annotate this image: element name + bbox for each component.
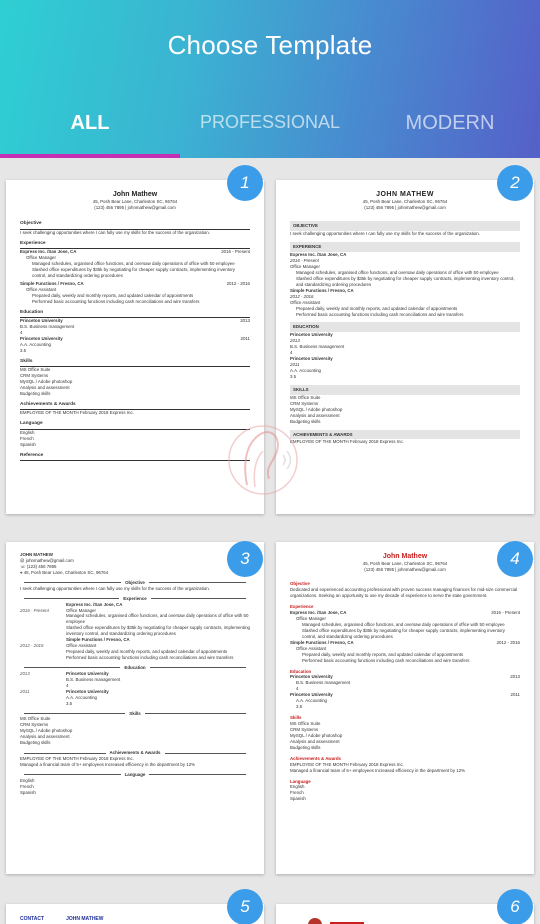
job-role: Office Assistant bbox=[290, 299, 321, 305]
section-heading: Objective bbox=[20, 580, 250, 586]
resume-email: @ johnmathew@gmail.com bbox=[20, 557, 74, 563]
job-dates: 2012 - 2016 bbox=[226, 280, 250, 286]
job-bullet: Slashed office expenditures by $35k by negotiating for cheaper supply contracts, implementing inventory control, and standardizing ordering procedures bbox=[66, 625, 250, 637]
job-bullet: Performed basic accounting functions including cash reconciliations and wire transfers bbox=[66, 655, 234, 660]
section-heading: Objective bbox=[290, 581, 310, 587]
edu-year: 2013 bbox=[510, 674, 520, 680]
job-dates: 2016 - Present bbox=[491, 610, 520, 616]
skill-item: CRM Systems bbox=[20, 722, 49, 728]
skill-item: CRM Systems bbox=[20, 373, 49, 379]
section-heading: Language bbox=[290, 778, 311, 784]
language-item: French bbox=[20, 435, 34, 441]
job-title: Simple Functions / Fresno, CA bbox=[290, 639, 354, 645]
template-card-3[interactable] bbox=[6, 542, 264, 874]
resume-name: John Mathew bbox=[382, 553, 428, 560]
skill-item: CRM Systems bbox=[290, 400, 319, 406]
template-number-badge: 5 bbox=[227, 889, 263, 924]
achievement-item: Managed a financial team of 5+ employees Increased efficiency in the department by 12% bbox=[20, 762, 196, 767]
edu-year: 2011 bbox=[510, 692, 520, 698]
job-role: Office Assistant bbox=[66, 643, 97, 649]
phone-text: (123) 456 7895 bbox=[26, 563, 57, 569]
job-bullet: Managed schedules, organised office functions, and oversaw daily operations of office with 50 employee bbox=[296, 269, 499, 275]
school: Princeton University bbox=[66, 670, 109, 676]
template-number-badge: 6 bbox=[497, 889, 533, 924]
resume-preview bbox=[6, 542, 264, 874]
resume-preview bbox=[276, 904, 534, 924]
school: Princeton University bbox=[20, 318, 63, 324]
school: Princeton University bbox=[290, 356, 333, 362]
gpa: 4 bbox=[290, 350, 293, 356]
section-heading: Reference bbox=[20, 453, 250, 461]
job-dates: 2016 - Present bbox=[221, 249, 250, 255]
skill-item: MS Office Suite bbox=[20, 367, 51, 373]
gpa: 3.5 bbox=[296, 704, 303, 710]
edu-year: 2013 bbox=[240, 318, 250, 324]
job-bullet: Prepared daily, weekly and monthly reports, and updated calendar of appointments bbox=[296, 305, 458, 311]
resume-name: JOHN MATHEW bbox=[20, 552, 53, 557]
skill-item: MS Office Suite bbox=[20, 716, 51, 722]
app-header bbox=[0, 0, 540, 158]
address-text: 45, Posh Bear Lane, Charleston SC, 96764 bbox=[23, 569, 109, 575]
achievement-item: Managed a financial team of 5+ employees Increased efficiency in the department by 12% bbox=[290, 767, 466, 773]
resume-contact: (123) 456 7895 | johnmathew@gmail.com bbox=[94, 205, 176, 211]
job-dates: 2012 - 2016 bbox=[290, 293, 314, 299]
job-bullet: Managed schedules, organised office functions, and oversaw daily operations of office with 50 employee bbox=[302, 621, 505, 627]
section-heading: Skills bbox=[20, 359, 250, 367]
school: Princeton University bbox=[66, 688, 109, 694]
job-dates: 2012 - 2016 bbox=[20, 643, 44, 649]
language-item: French bbox=[20, 783, 34, 789]
section-heading: Skills bbox=[290, 715, 302, 721]
job-bullet: Prepared daily, weekly and monthly reports, and updated calendar of appointments bbox=[66, 649, 228, 655]
template-number-badge: 2 bbox=[497, 165, 533, 201]
school: Princeton University bbox=[290, 332, 333, 338]
skill-item: CRM Systems bbox=[290, 726, 319, 732]
template-number-badge: 1 bbox=[227, 165, 263, 201]
skill-item: Analysis and assessment bbox=[20, 385, 70, 390]
achievement-item: EMPLOYEE OF THE MONTH February 2018 Express Inc. bbox=[290, 439, 404, 445]
email-text: johnmathew@gmail.com bbox=[25, 557, 74, 563]
language-item: English bbox=[20, 429, 35, 435]
language-item: Spanish bbox=[20, 441, 36, 447]
skill-item: MS Office Suite bbox=[290, 394, 321, 400]
tab-indicator bbox=[0, 154, 180, 158]
language-item: Spanish bbox=[20, 789, 36, 795]
language-item: English bbox=[20, 777, 35, 783]
skill-item: Budgeting skills bbox=[290, 418, 321, 424]
job-role: Office Manager bbox=[296, 616, 326, 621]
resume-address: 45, Posh Bear Lane, Charleston SC, 96764 bbox=[362, 561, 448, 567]
degree: A.A. Accounting bbox=[66, 694, 97, 700]
template-card-5[interactable] bbox=[6, 904, 264, 924]
section-heading: ACHIEVEMENTS & AWARDS bbox=[290, 430, 520, 440]
section-heading: SKILLS bbox=[290, 385, 520, 395]
degree: B.S. Business management bbox=[296, 680, 351, 686]
degree: B.S. Business management bbox=[66, 676, 121, 682]
template-number-badge: 3 bbox=[227, 541, 263, 577]
section-heading: Education bbox=[20, 665, 250, 671]
school: Princeton University bbox=[20, 335, 63, 341]
job-bullet: Performed basic accounting functions including cash reconciliations and wire transfers bbox=[296, 311, 464, 317]
job-dates: 2016 - Present bbox=[20, 607, 49, 613]
skill-item: MySQL / Adobe photoshop bbox=[20, 728, 73, 734]
section-heading: EXPERIENCE bbox=[290, 242, 520, 252]
template-number-badge: 4 bbox=[497, 541, 533, 577]
job-bullet: Performed basic accounting functions including cash reconciliations and wire transfers bbox=[32, 298, 200, 304]
resume-address: 45, Posh Bear Lane, Charleston SC, 96764 bbox=[362, 199, 448, 205]
job-title: Express Inc. /San Jose, CA bbox=[66, 601, 123, 607]
job-bullet: Slashed office expenditures by $35k by negotiating for cheaper supply contracts, implementing inventory control, and standardizing ordering procedures bbox=[302, 627, 505, 639]
template-card-4[interactable] bbox=[276, 542, 534, 874]
resume-address: 45, Posh Bear Lane, Charleston SC, 96764 bbox=[92, 199, 178, 205]
template-card-6[interactable] bbox=[276, 904, 534, 924]
achievement-item: EMPLOYEE OF THE MONTH February 2018 Express Inc. bbox=[290, 761, 404, 767]
gpa: 3.5 bbox=[20, 347, 27, 353]
job-role: Office Manager bbox=[66, 607, 96, 613]
tab-professional[interactable]: PROFESSIONAL bbox=[199, 112, 341, 132]
tab-modern[interactable]: MODERN bbox=[405, 112, 495, 134]
section-heading: Experience bbox=[20, 596, 250, 602]
degree: A.A. Accounting bbox=[20, 341, 51, 347]
resume-contact: (123) 456 7895 | johnmathew@gmail.com bbox=[364, 205, 446, 211]
job-title: Express Inc. /San Jose, CA bbox=[290, 610, 347, 616]
degree: B.S. Business management bbox=[290, 344, 345, 350]
section-heading: Achievements & Awards bbox=[290, 755, 341, 761]
skill-item: Analysis and assessment bbox=[290, 412, 340, 418]
tab-all[interactable]: ALL bbox=[70, 112, 110, 134]
section-heading: OBJECTIVE bbox=[290, 221, 520, 231]
section-heading: Experience bbox=[290, 604, 314, 610]
section-heading: Education bbox=[290, 668, 312, 674]
profile-photo bbox=[308, 918, 322, 924]
job-role: Office Assistant bbox=[296, 645, 327, 651]
gpa: 4 bbox=[66, 682, 69, 688]
objective-text: Dedicated and experienced accounting professional with proven success managing finances for mid-size commercial organizations. Seeking an opportunity to use my decade of experience to serve the state government. bbox=[290, 587, 518, 599]
gpa: 4 bbox=[20, 329, 23, 335]
section-heading: Achievements & Awards bbox=[20, 750, 250, 756]
section-heading: Experience bbox=[20, 241, 250, 249]
job-title: Simple Functions / Fresno, CA bbox=[66, 637, 130, 643]
resume-name: JOHN MATHEW bbox=[66, 916, 104, 922]
job-dates: 2012 - 2016 bbox=[496, 639, 520, 645]
resume-address: ⌖ 45, Posh Bear Lane, Charleston SC, 96764 bbox=[20, 569, 109, 575]
job-role: Office Assistant bbox=[26, 286, 57, 292]
skill-item: Budgeting skills bbox=[20, 740, 51, 746]
edu-year: 2013 bbox=[20, 670, 30, 676]
job-title: Express Inc. /San Jose, CA bbox=[290, 252, 347, 258]
language-item: French bbox=[290, 790, 304, 796]
watermark-logo-icon bbox=[225, 415, 299, 505]
job-dates: 2016 - Present bbox=[290, 258, 319, 264]
job-title: Express Inc. /San Jose, CA bbox=[20, 249, 77, 255]
skill-item: MS Office Suite bbox=[290, 721, 321, 726]
degree: A.A. Accounting bbox=[290, 368, 321, 373]
page-title: Choose Template bbox=[167, 30, 373, 60]
skill-item: Analysis and assessment bbox=[20, 734, 70, 740]
gpa: 3.5 bbox=[290, 373, 297, 379]
section-heading: EDUCATION bbox=[290, 322, 520, 332]
job-role: Office Manager bbox=[26, 255, 56, 261]
resume-preview bbox=[276, 180, 534, 514]
resume-name: JOHN MATHEW bbox=[376, 191, 434, 198]
edu-year: 2011 bbox=[240, 335, 250, 341]
skill-item: Analysis and assessment bbox=[290, 738, 340, 744]
gpa: 3.5 bbox=[66, 700, 73, 706]
job-bullet: Performed basic accounting functions including cash reconciliations and wire transfers bbox=[302, 657, 470, 663]
school: Princeton University bbox=[290, 674, 333, 680]
edu-year: 2011 bbox=[20, 688, 30, 694]
section-heading: Education bbox=[20, 310, 250, 318]
job-role: Office Manager bbox=[290, 264, 320, 269]
achievement-item: EMPLOYEE OF THE MONTH February 2018 Express Inc. bbox=[20, 756, 134, 762]
edu-year: 2011 bbox=[290, 362, 300, 368]
resume-name: John Mathew bbox=[112, 191, 158, 198]
resume-contact: (123) 456 7895 | johnmathew@gmail.com bbox=[364, 567, 446, 573]
template-card-2[interactable] bbox=[276, 180, 534, 514]
objective-text: I seek challenging opportunities where I can fully use my skills for the success of the organization. bbox=[20, 229, 210, 235]
objective-text: I seek challenging opportunities where I can fully use my skills for the success of the organization. bbox=[20, 585, 210, 591]
job-title: Simple Functions / Fresno, CA bbox=[20, 280, 84, 286]
job-bullet: Slashed office expenditures by $35k by negotiating for cheaper supply contracts, implementing inventory control, and standardizing ordering procedures bbox=[296, 275, 515, 287]
job-bullet: Prepared daily, weekly and monthly reports, and updated calendar of appointments bbox=[32, 292, 194, 298]
section-heading: Language bbox=[20, 772, 250, 778]
section-heading: Achievements & Awards bbox=[20, 402, 250, 410]
job-title: Simple Functions / Fresno, CA bbox=[290, 287, 354, 293]
skill-item: MySQL / Adobe photoshop bbox=[290, 732, 343, 738]
gpa: 4 bbox=[296, 686, 299, 692]
job-bullet: Slashed office expenditures by $35k by negotiating for cheaper supply contracts, implementing inventory control, and standardizing ordering procedures bbox=[32, 267, 235, 278]
achievement-item: EMPLOYEE OF THE MONTH February 2018 Express Inc. bbox=[20, 410, 134, 416]
job-bullet: Managed schedules, organised office functions, and oversaw daily operations of office with 50 employee bbox=[32, 261, 235, 267]
language-item: Spanish bbox=[290, 796, 306, 802]
skill-item: MySQL / Adobe photoshop bbox=[290, 406, 343, 412]
resume-preview bbox=[6, 904, 264, 924]
degree: A.A. Accounting bbox=[296, 698, 327, 704]
school: Princeton University bbox=[290, 692, 333, 698]
job-bullet: Prepared daily, weekly and monthly reports, and updated calendar of appointments bbox=[302, 651, 464, 657]
objective-text: I seek challenging opportunities where I can fully use my skills for the success of the organization. bbox=[290, 231, 480, 237]
edu-year: 2013 bbox=[290, 338, 300, 344]
contact-heading: CONTACT bbox=[20, 916, 45, 922]
section-heading: Skills bbox=[20, 711, 250, 717]
language-item: English bbox=[290, 784, 305, 790]
skill-item: Budgeting skills bbox=[290, 744, 321, 750]
resume-phone: ☏ (123) 456 7895 bbox=[20, 563, 57, 569]
skill-item: Budgeting skills bbox=[20, 390, 51, 396]
job-bullet: Managed schedules, organised office functions, and oversaw daily operations of office with 50 employee bbox=[66, 613, 249, 625]
skill-item: MySQL / Adobe photoshop bbox=[20, 379, 73, 385]
section-heading: Objective bbox=[20, 221, 250, 229]
section-heading: Language bbox=[20, 421, 250, 429]
degree: B.S. Business management bbox=[20, 324, 75, 330]
resume-preview bbox=[276, 542, 534, 874]
